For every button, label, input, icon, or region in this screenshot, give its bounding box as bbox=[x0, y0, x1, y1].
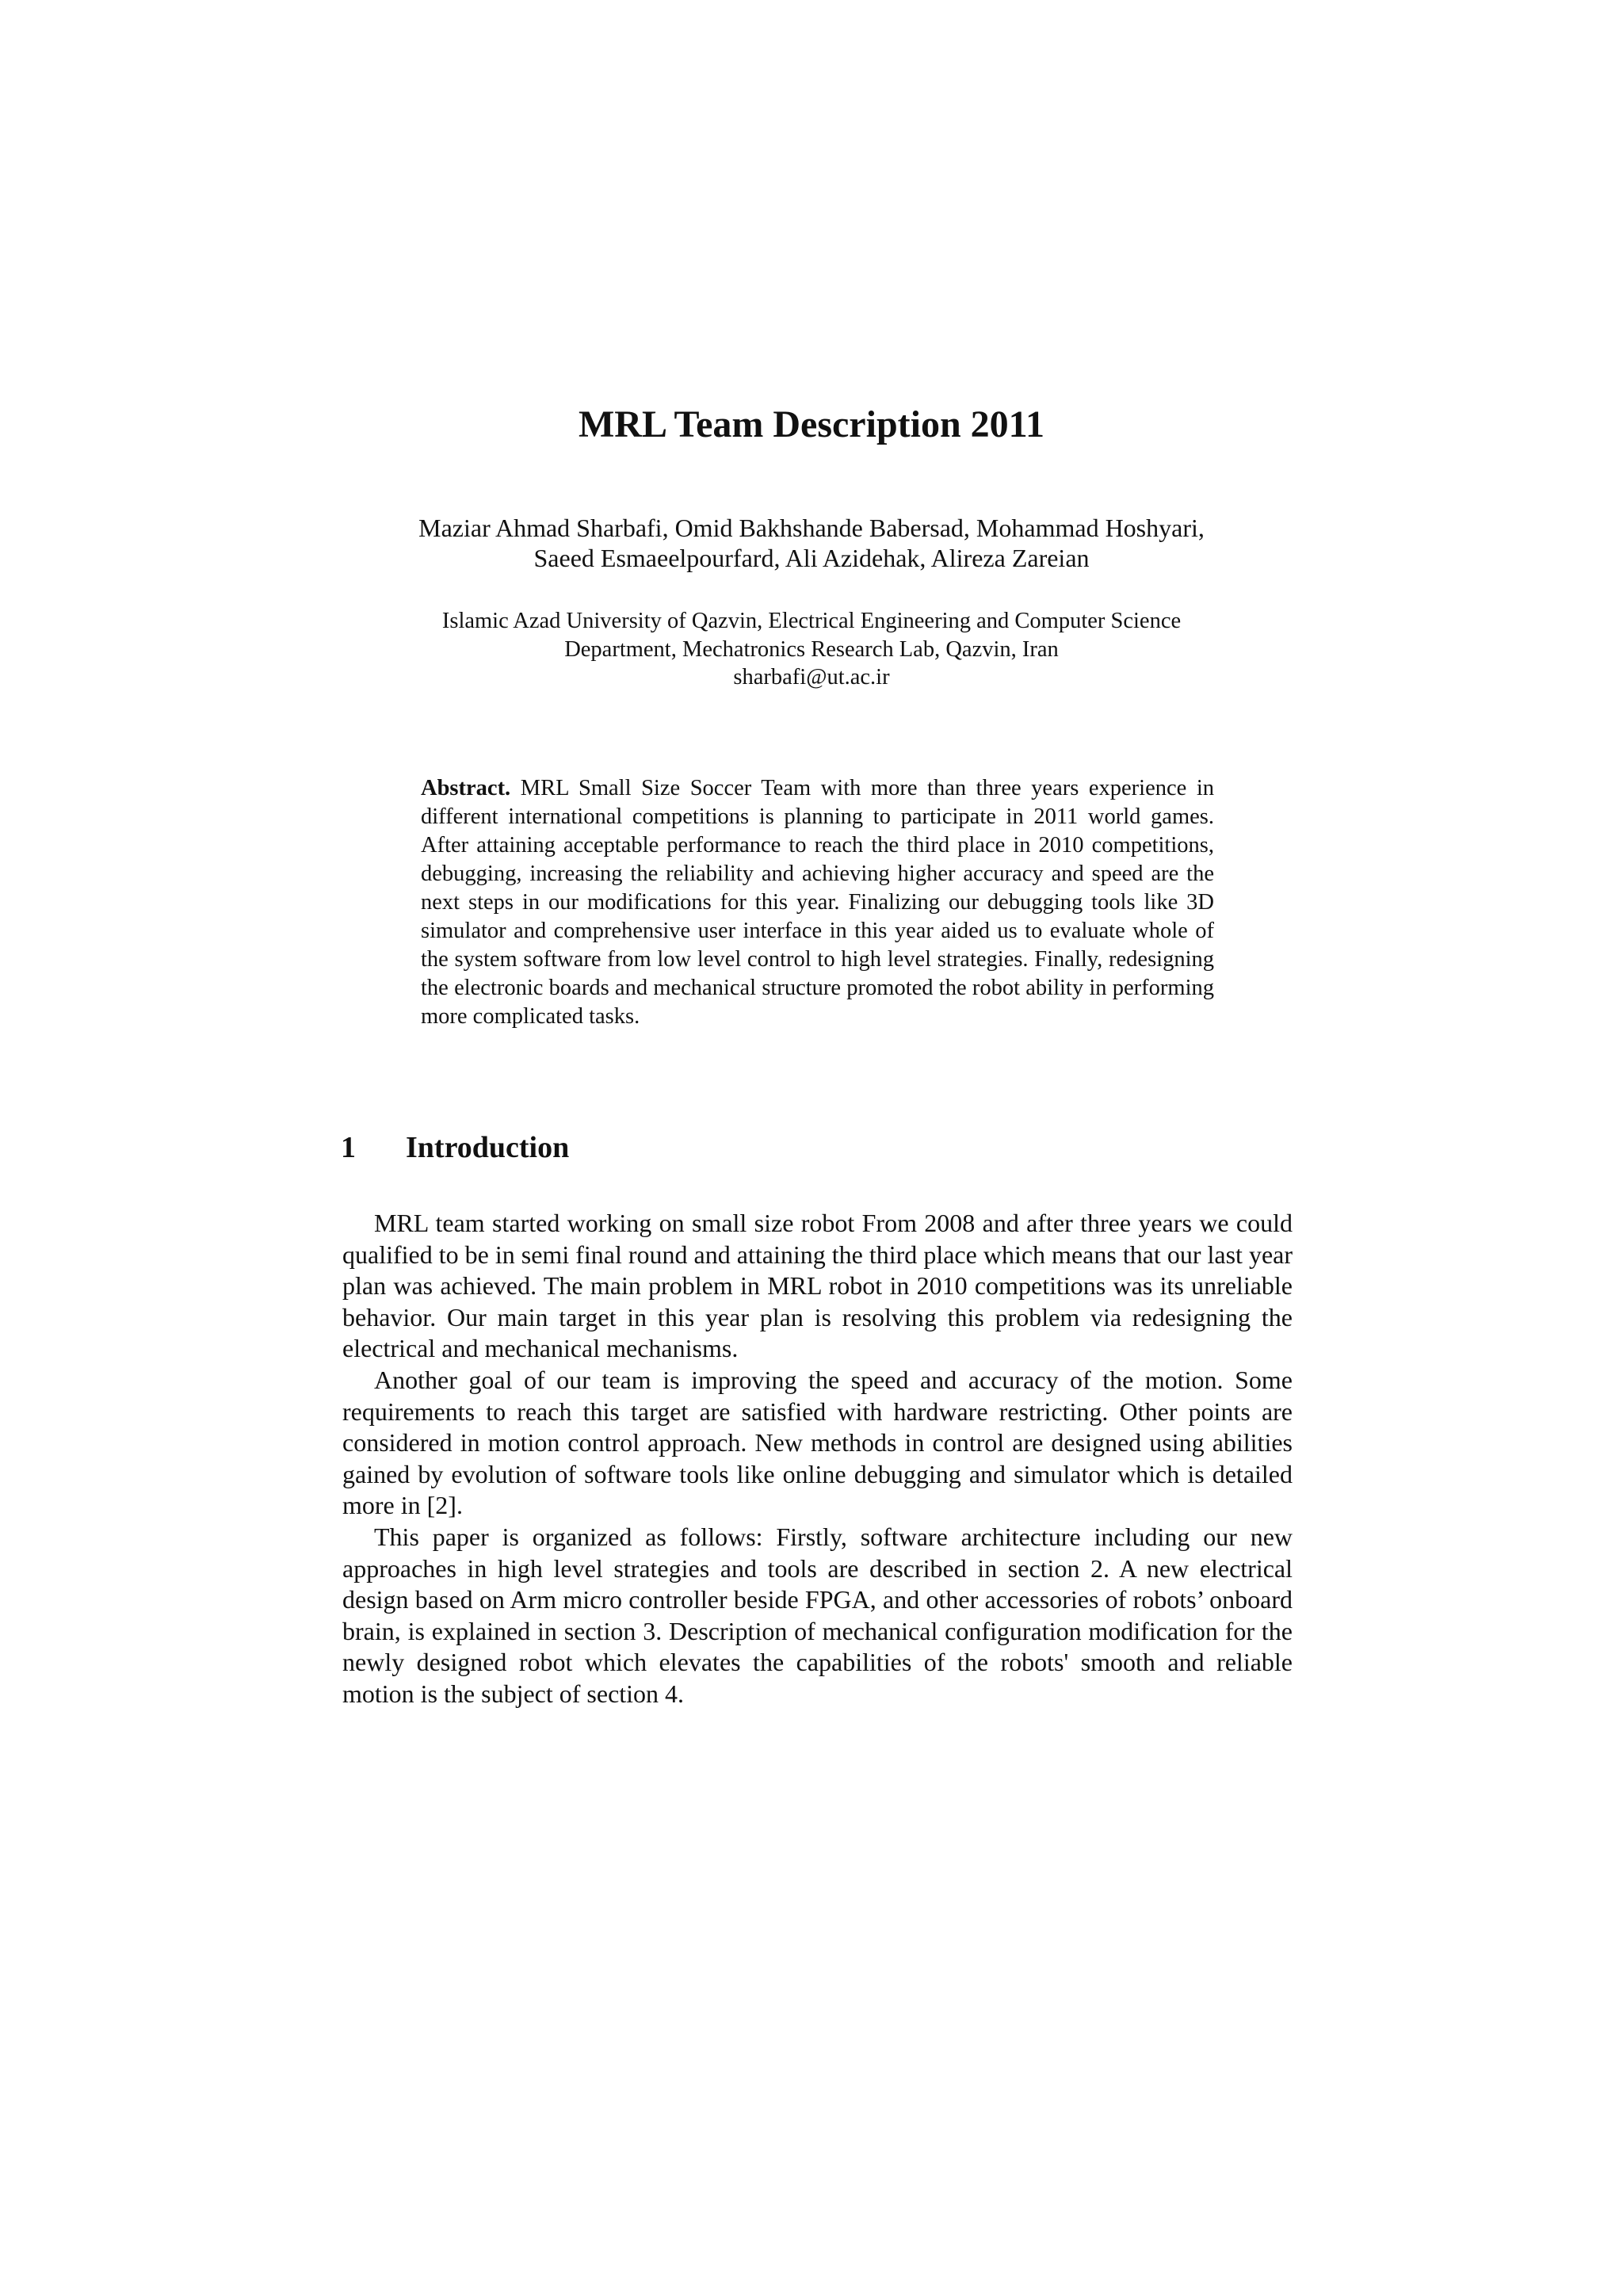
author-email: sharbafi@ut.ac.ir bbox=[733, 665, 890, 690]
affiliation bbox=[0, 607, 1623, 692]
author-line: Maziar Ahmad Sharbafi, Omid Bakhshande Babersad, Mohammad Hoshyari, bbox=[418, 514, 1205, 542]
affiliation-line: Islamic Azad University of Qazvin, Electrical Engineering and Computer Science bbox=[441, 609, 1182, 633]
abstract-label: Abstract. bbox=[421, 776, 511, 800]
paper-title: MRL Team Description 2011 bbox=[578, 403, 1045, 445]
section-title: Introduction bbox=[406, 1131, 570, 1164]
section-body bbox=[342, 1208, 1293, 1710]
author-line: Saeed Esmaeelpourfard, Ali Azidehak, Alireza Zareian bbox=[533, 544, 1090, 572]
section-heading bbox=[341, 1130, 569, 1165]
abstract bbox=[421, 774, 1214, 1031]
section-number: 1 bbox=[341, 1131, 356, 1164]
abstract-text: MRL Small Size Soccer Team with more than three years experience in different international competitions is planning to participate in 2011 world games. After attaining acceptable performance to reach the third place in 2010 competitions, debugging, increasing the reliability and achieving higher accuracy and speed are the next steps in our modifications for this year. Finalizing our debugging tools like 3D simulator and comprehensive user interface in this year aided us to evaluate whole of the system software from low level control to high level strategies. Finally, redesigning the electronic boards and mechanical structure promoted the robot ability in performing more complicated tasks. bbox=[421, 776, 1214, 1029]
body-paragraph: Another goal of our team is improving the speed and accuracy of the motion. Some requirements to reach this target are satisfied with hardware restricting. Other points are considered in motion control approach. New methods in control are designed using abilities gained by evolution of software tools like online debugging and simulator which is detailed more in [2]. bbox=[342, 1365, 1293, 1520]
body-paragraph: MRL team started working on small size robot From 2008 and after three years we could qualified to be in semi final round and attaining the third place which means that our last year plan was achieved. The main problem in MRL robot in 2010 competitions was its unreliable behavior. Our main target in this year plan is resolving this problem via redesigning the electrical and mechanical mechanisms. bbox=[342, 1209, 1293, 1363]
author-list bbox=[0, 513, 1623, 573]
affiliation-line: Department, Mechatronics Research Lab, Qazvin, Iran bbox=[564, 636, 1059, 662]
body-paragraph: This paper is organized as follows: Firstly, software architecture including our new approaches in high level strategies and tools are described in section 2. A new electrical design based on Arm micro controller beside FPGA, and other accessories of robots’ onboard brain, is explained in section 3. Description of mechanical configuration modification for the newly designed robot which elevates the capabilities of the robots' smooth and reliable motion is the subject of section 4. bbox=[342, 1522, 1293, 1708]
